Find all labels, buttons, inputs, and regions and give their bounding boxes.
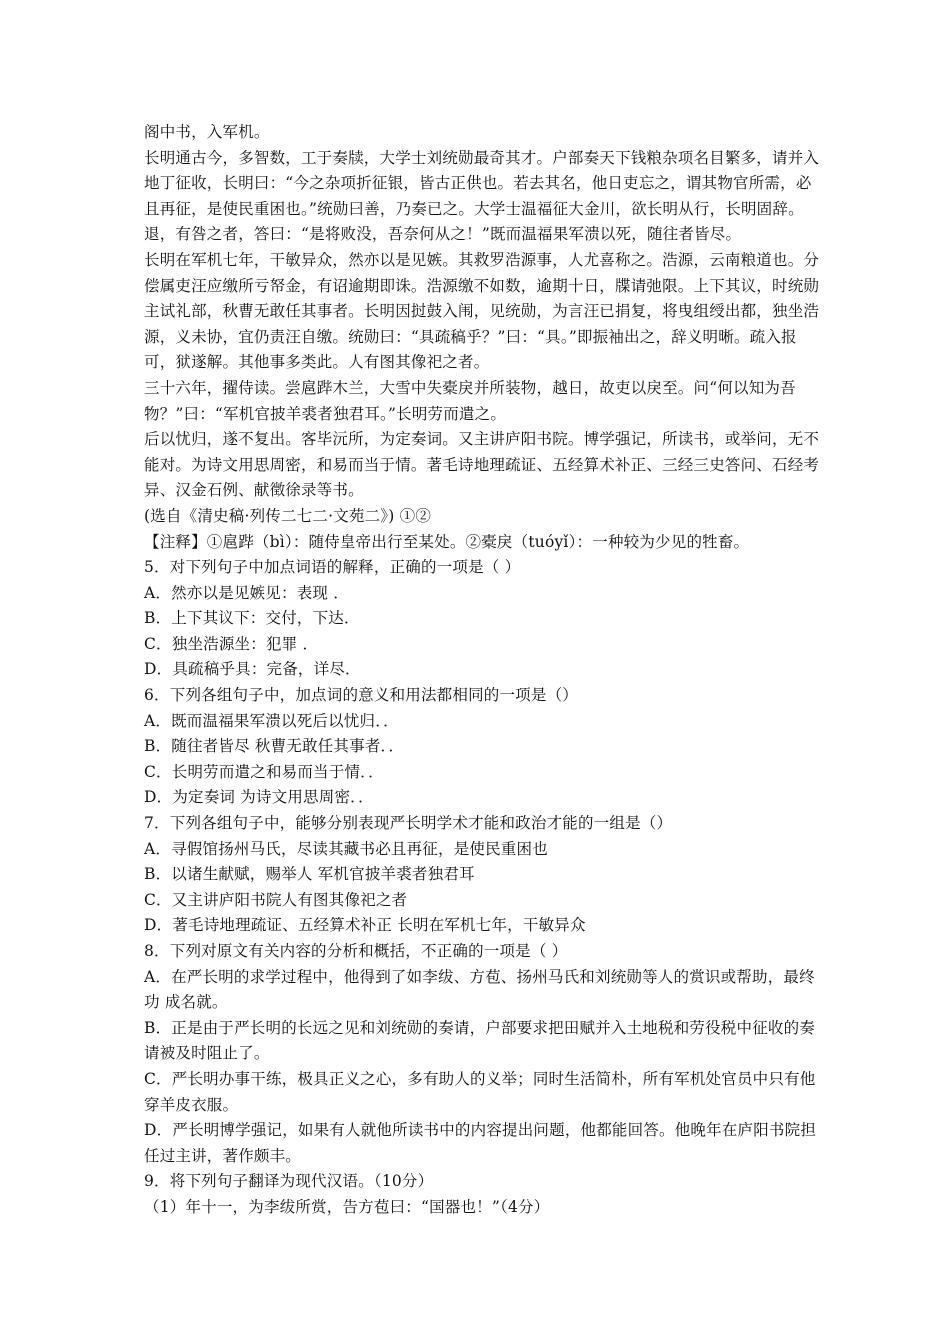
question-7-option-c: C．又主讲庐阳书院人有图其像祀之者 — [144, 890, 408, 909]
paragraph-0: 阁中书，入军机。 — [144, 123, 270, 141]
question-8: 8．下列对原文有关内容的分析和概括，不正确的一项是（ ） — [144, 942, 568, 960]
paragraph-4: 后以忧归，遂不复出。客毕沅所，为定奏词。又主讲庐阳书院。博学强记，所读书，或举问，无不能对。为诗文用思周密，和易而当于情。著毛诗地理疏证、五经算术补正、三经三史答问、石经考异、汉金石例、献徵徐录等书。 — [144, 430, 820, 500]
question-5-option-a: A．然亦以是见嫉见：表现 ． — [144, 583, 349, 602]
question-8-option-a: A．在严长明的求学过程中，他得到了如李绂、方苞、扬州马氏和刘统勋等人的赏识或帮助，最终功 成名就。 — [144, 967, 815, 1012]
question-7: 7．下列各组句子中，能够分别表现严长明学术才能和政治才能的一组是（） — [144, 814, 673, 833]
question-7-option-a: A．寻假馆扬州马氏，尽读其藏书必且再征，是使民重困也 — [144, 839, 548, 858]
source-citation: (选自《清史稿·列传二七二·文苑二》) ①② — [144, 506, 432, 525]
question-5-option-d: D．具疏稿乎具：完备，详尽． — [144, 660, 361, 679]
question-8-option-d: D．严长明博学强记，如果有人就他所读书中的内容提出问题，他都能回答。他晚年在庐阳书院担任过主讲，著作颇丰。 — [144, 1121, 817, 1165]
question-9-item-1: （1）年十一，为李绂所赏，告方苞曰：“国器也！”（4分） — [144, 1197, 550, 1216]
document-body — [144, 120, 820, 1221]
question-5: 5．对下列句子中加点词语的解释，正确的一项是（ ） — [144, 558, 521, 577]
question-7-option-b: B．以诸生献赋，赐举人 军机官披羊裘者独君耳 — [144, 865, 475, 884]
paragraph-3: 三十六年，擢侍读。尝扈跸木兰，大雪中失橐戾并所装物，越日，故吏以戾至。问“何以知为吾物？”曰：“军机官披羊裘者独君耳。”长明劳而遣之。 — [144, 378, 796, 423]
annotation-note: 【注释】①扈跸（bì）：随侍皇帝出行至某处。②橐戾（tuóyǐ）：一种较为少见的牲畜。 — [144, 532, 750, 551]
question-6-option-a: A．既而温福果军溃以死后以忧归．． — [144, 711, 399, 730]
question-6: 6．下列各组句子中，加点词的意义和用法都相同的一项是（） — [144, 686, 578, 705]
paragraph-1: 长明通古今，多智数，工于奏牍，大学士刘统勋最奇其才。户部奏天下钱粮杂项名目繁多，请并入地丁征收，长明曰：“今之杂项折征银，皆古正供也。若去其名，他日吏忘之，谓其物官所需，必且再征，是使民重困也。”统勋曰善，乃奏已之。大学士温福征大金川，欲长明从行，长明固辞。退，有咎之者，答曰：“是将败没，吾奈何从之！”既而温福果军溃以死，随往者皆尽。 — [144, 148, 820, 244]
question-8-option-b: B．正是由于严长明的长远之见和刘统勋的奏请，户部要求把田赋并入土地税和劳役税中征收的奏请被及时阻止了。 — [144, 1018, 815, 1063]
question-5-option-b: B．上下其议下：交付，下达． — [144, 609, 360, 628]
question-5-option-c: C．独坐浩源坐：犯罪 ． — [144, 634, 319, 653]
question-6-option-c: C．长明劳而遣之和易而当于情．． — [144, 762, 384, 781]
question-7-option-d: D．著毛诗地理疏证、五经算术补正 长明在军机七年，干敏异众 — [144, 916, 586, 935]
question-6-option-d: D．为定奏词 为诗文用思周密．． — [144, 788, 374, 807]
question-8-option-c: C．严长明办事干练，极具正义之心，多有助人的义举；同时生活简朴，所有军机处官员中只有他穿羊皮衣服。 — [144, 1069, 816, 1114]
question-9: 9．将下列句子翻译为现代汉语。（10分） — [144, 1172, 434, 1191]
question-6-option-b: B．随往者皆尽 秋曹无敢任其事者．． — [144, 737, 405, 756]
paragraph-2: 长明在军机七年，干敏异众，然亦以是见嫉。其救罗浩源事，人尤喜称之。浩源，云南粮道也。分偿属吏汪应缴所亏帑金，有诏逾期即诛。浩源缴不如数，逾期十日，牒请弛限。上下其议，时统勋主试礼部，秋曹无敢任其事者。长明因挝鼓入闱，见统勋，为言汪已捐复，将曳组绶出都，独坐浩源，义未协，宜仍责汪自缴。统勋曰：“具疏稿乎？”曰：“具。”即振袖出之，辞义明晰。疏入报可，狱遂解。其他事多类此。人有图其像祀之者。 — [144, 250, 820, 372]
